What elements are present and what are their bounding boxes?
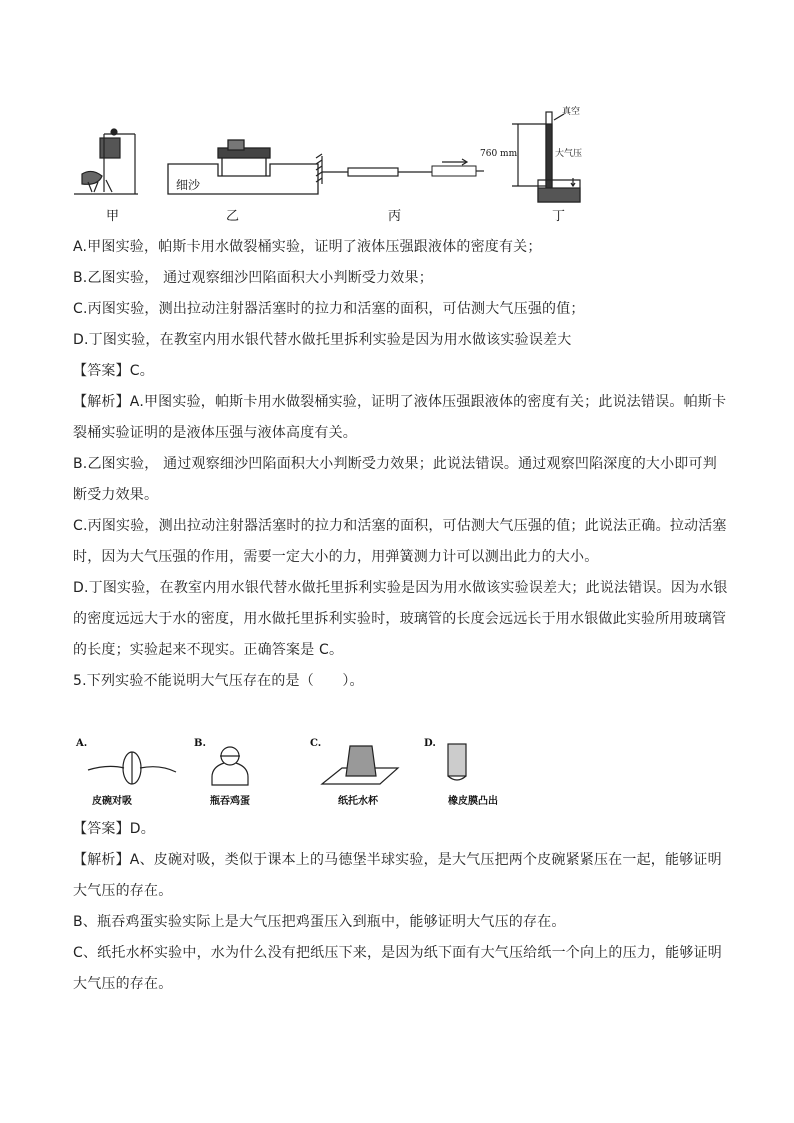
- figure1-caption-d: 丁: [552, 209, 566, 224]
- syringe-diagram: [316, 154, 484, 184]
- q5-figure-letter-d: D.: [424, 738, 436, 749]
- experiment-figure-2: [70, 734, 540, 812]
- figure1-caption-b: 乙: [226, 209, 240, 224]
- q5-caption-c: 纸托水杯: [338, 796, 378, 807]
- q5-analysis-b: B、瓶吞鸡蛋实验实际上是大气压把鸡蛋压入到瓶中，能够证明大气压的存在。: [73, 914, 566, 930]
- experiment-figure-1: [68, 104, 583, 226]
- q5-answer: 【答案】D。: [73, 821, 155, 837]
- paper-cup-drawing: [322, 746, 398, 784]
- bottle-egg-drawing: [212, 747, 248, 785]
- atm-label: 大气压: [555, 149, 583, 159]
- rubber-membrane-drawing: [448, 744, 466, 780]
- pascal-barrel-diagram: [74, 129, 138, 194]
- q4-option-a: A.甲图实验，帕斯卡用水做裂桶实验，证明了液体压强跟液体的密度有关；: [73, 239, 542, 255]
- q5-caption-d: 橡皮膜凸出: [448, 796, 498, 807]
- suction-cups-drawing: [88, 752, 176, 784]
- figure1-caption-c: 丙: [388, 209, 402, 224]
- q4-option-b: B.乙图实验， 通过观察细沙凹陷面积大小判断受力效果；: [73, 270, 433, 286]
- sand-label: 细沙: [176, 178, 201, 192]
- q4-options: [73, 232, 728, 697]
- q5-analysis-c: C、纸托水杯实验中，水为什么没有把纸压下来，是因为纸下面有大气压给纸一个向上的压力，能够证明大气压的存在。: [73, 945, 722, 992]
- q5-figure-letter-a: A.: [76, 738, 88, 749]
- q4-analysis-a: 【解析】A.甲图实验，帕斯卡用水做裂桶实验，证明了液体压强跟液体的密度有关；此说法错误。帕斯卡裂桶实验证明的是液体压强与液体高度有关。: [73, 394, 727, 441]
- q4-answer: 【答案】C。: [73, 363, 154, 379]
- q5-solution: [73, 814, 728, 1000]
- q4-option-c: C.丙图实验，测出拉动注射器活塞时的拉力和活塞的面积，可估测大气压强的值；: [73, 301, 585, 317]
- q5-caption-a: 皮碗对吸: [92, 796, 132, 807]
- q5-figure-letter-b: B.: [194, 738, 206, 749]
- q4-analysis-c: C.丙图实验，测出拉动注射器活塞时的拉力和活塞的面积，可估测大气压强的值；此说法正确。拉动活塞时，因为大气压强的作用，需要一定大小的力，用弹簧测力计可以测出此力的大小。: [73, 518, 727, 565]
- q4-analysis-d: D.丁图实验，在教室内用水银代替水做托里拆利实验是因为用水做该实验误差大；此说法错误。因为水银的密度远远大于水的密度，用水做托里拆利实验时，玻璃管的长度会远远长于用水银做此实验所用玻璃管的长度；实验起来不现实。正确答案是 C。: [73, 580, 728, 658]
- q5-figure-letter-c: C.: [310, 738, 322, 749]
- q4-option-d: D.丁图实验，在教室内用水银代替水做托里拆利实验是因为用水做该实验误差大: [73, 332, 572, 348]
- q4-analysis-b: B.乙图实验， 通过观察细沙凹陷面积大小判断受力效果；此说法错误。通过观察凹陷深度的大小即可判断受力效果。: [73, 456, 717, 503]
- height-label: 760 mm: [480, 149, 518, 159]
- figure1-caption-a: 甲: [106, 209, 120, 224]
- vacuum-label: 真空: [562, 107, 581, 117]
- q5-analysis-a: 【解析】A、皮碗对吸，类似于课本上的马德堡半球实验，是大气压把两个皮碗紧紧压在一起，能够证明大气压的存在。: [73, 852, 722, 899]
- q5-caption-b: 瓶吞鸡蛋: [210, 796, 250, 807]
- q5-question: 5.下列实验不能说明大气压存在的是（ ）。: [73, 673, 364, 689]
